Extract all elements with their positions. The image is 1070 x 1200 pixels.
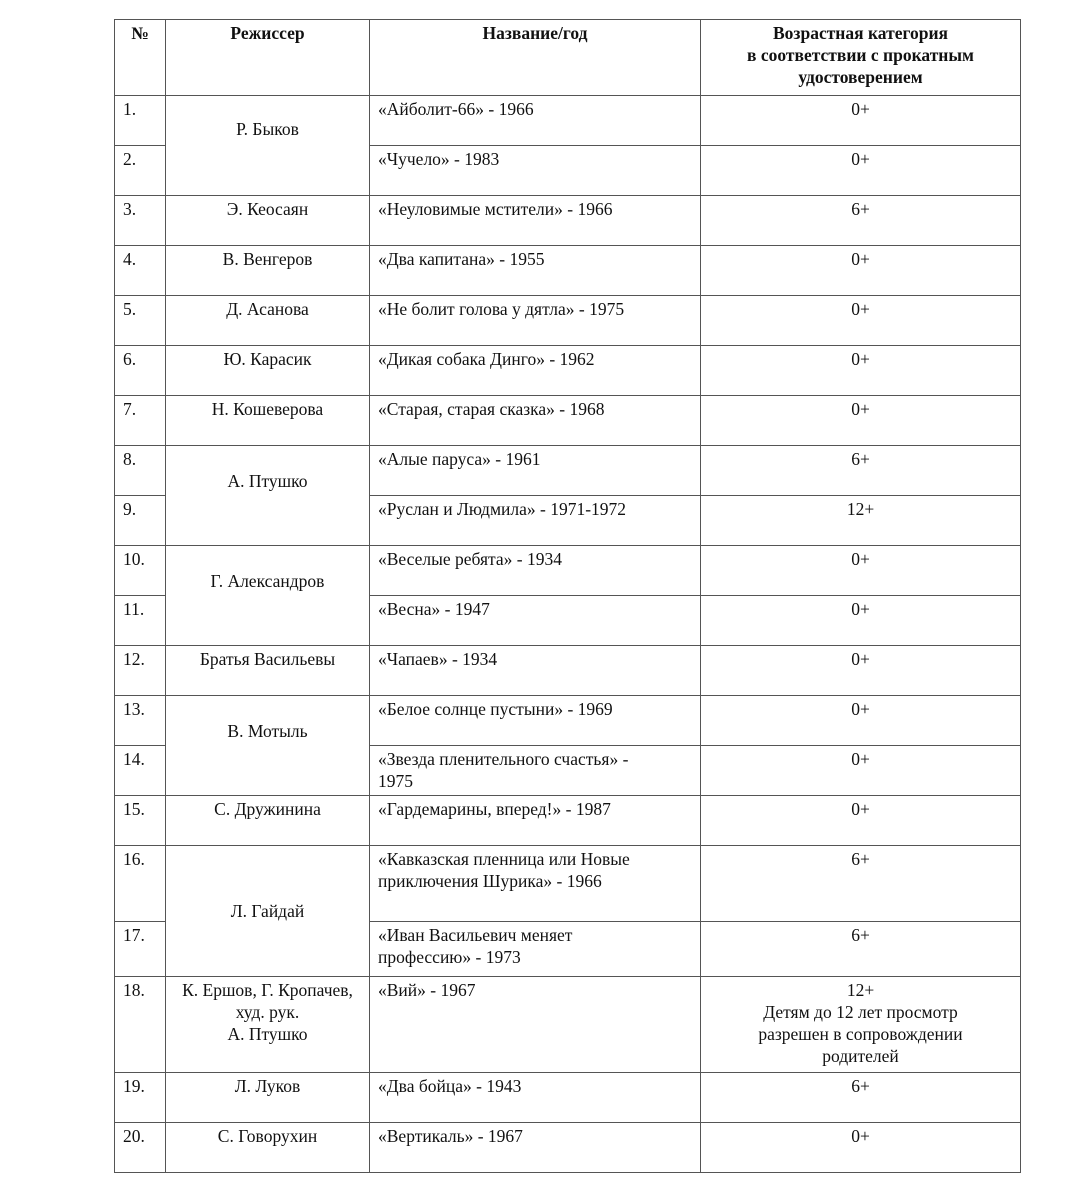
row-director <box>166 446 370 546</box>
row-title: «Дикая собака Динго» - 1962 <box>370 346 701 396</box>
row-director: С. Говорухин <box>166 1123 370 1173</box>
row-num: 6. <box>115 346 166 396</box>
row-director: Ю. Карасик <box>166 346 370 396</box>
age-line: 12+ <box>846 980 875 1000</box>
row-director <box>166 546 370 646</box>
row-num: 14. <box>115 746 166 796</box>
title-line: приключения Шурика» - 1966 <box>378 871 602 891</box>
row-num: 15. <box>115 796 166 846</box>
title-line: «Кавказская пленница или Новые <box>378 849 630 869</box>
title-line: «Иван Васильевич меняет <box>378 925 573 945</box>
row-director: Н. Кошеверова <box>166 396 370 446</box>
header-age <box>701 20 1021 96</box>
age-line: разрешен в сопровождении <box>758 1024 963 1044</box>
row-title: «Неуловимые мстители» - 1966 <box>370 196 701 246</box>
row-age: 6+ <box>701 196 1021 246</box>
row-director: Д. Асанова <box>166 296 370 346</box>
row-title: «Руслан и Людмила» - 1971-1972 <box>370 496 701 546</box>
row-title: «Веселые ребята» - 1934 <box>370 546 701 596</box>
row-num: 9. <box>115 496 166 546</box>
row-age: 6+ <box>701 922 1021 977</box>
row-num: 1. <box>115 96 166 146</box>
row-age: 12+ <box>701 496 1021 546</box>
director-name: Р. Быков <box>236 119 299 139</box>
table-row <box>115 196 1021 246</box>
row-title: «Чапаев» - 1934 <box>370 646 701 696</box>
table-row <box>115 446 1021 496</box>
table-row <box>115 1073 1021 1123</box>
row-age: 6+ <box>701 446 1021 496</box>
table-row <box>115 546 1021 596</box>
row-num: 12. <box>115 646 166 696</box>
row-num: 5. <box>115 296 166 346</box>
row-title: «Белое солнце пустыни» - 1969 <box>370 696 701 746</box>
table-row <box>115 396 1021 446</box>
director-name: Г. Александров <box>210 571 325 591</box>
age-line: родителей <box>822 1046 899 1066</box>
header-row <box>115 20 1021 96</box>
row-age: 0+ <box>701 796 1021 846</box>
row-title: «Вий» - 1967 <box>370 977 701 1073</box>
table-row <box>115 846 1021 922</box>
table-row <box>115 1123 1021 1173</box>
row-num: 20. <box>115 1123 166 1173</box>
row-age: 0+ <box>701 546 1021 596</box>
row-num: 8. <box>115 446 166 496</box>
row-num: 18. <box>115 977 166 1073</box>
row-director: С. Дружинина <box>166 796 370 846</box>
row-age: 0+ <box>701 246 1021 296</box>
row-age: 0+ <box>701 296 1021 346</box>
row-title: «Весна» - 1947 <box>370 596 701 646</box>
row-age: 0+ <box>701 396 1021 446</box>
row-num: 10. <box>115 546 166 596</box>
row-title: «Два бойца» - 1943 <box>370 1073 701 1123</box>
row-title: «Чучело» - 1983 <box>370 146 701 196</box>
header-num: № <box>115 20 166 96</box>
table-row <box>115 696 1021 746</box>
row-age <box>701 977 1021 1073</box>
header-director: Режиссер <box>166 20 370 96</box>
row-title <box>370 746 701 796</box>
title-line: 1975 <box>378 771 413 791</box>
header-title: Название/год <box>370 20 701 96</box>
table-row <box>115 796 1021 846</box>
row-title <box>370 846 701 922</box>
table-row <box>115 346 1021 396</box>
row-director: Л. Луков <box>166 1073 370 1123</box>
row-title: «Гардемарины, вперед!» - 1987 <box>370 796 701 846</box>
row-num: 13. <box>115 696 166 746</box>
row-director: Л. Гайдай <box>166 846 370 977</box>
row-age: 6+ <box>701 846 1021 922</box>
row-title: «Два капитана» - 1955 <box>370 246 701 296</box>
row-num: 16. <box>115 846 166 922</box>
row-title <box>370 922 701 977</box>
row-num: 17. <box>115 922 166 977</box>
row-title: «Вертикаль» - 1967 <box>370 1123 701 1173</box>
title-line: «Звезда пленительного счастья» - <box>378 749 629 769</box>
row-director <box>166 96 370 196</box>
row-director: Братья Васильевы <box>166 646 370 696</box>
header-age-line: Возрастная категория <box>773 23 948 43</box>
row-director <box>166 977 370 1073</box>
director-name: В. Мотыль <box>227 721 308 741</box>
row-title: «Алые паруса» - 1961 <box>370 446 701 496</box>
table-row <box>115 977 1021 1073</box>
table-row <box>115 646 1021 696</box>
row-num: 2. <box>115 146 166 196</box>
row-title: «Старая, старая сказка» - 1968 <box>370 396 701 446</box>
title-line: профессию» - 1973 <box>378 947 521 967</box>
row-num: 7. <box>115 396 166 446</box>
row-age: 6+ <box>701 1073 1021 1123</box>
director-line: К. Ершов, Г. Кропачев, <box>182 980 353 1000</box>
row-age: 0+ <box>701 746 1021 796</box>
row-num: 19. <box>115 1073 166 1123</box>
row-age: 0+ <box>701 146 1021 196</box>
row-num: 3. <box>115 196 166 246</box>
header-age-line: удостоверением <box>798 67 923 87</box>
row-age: 0+ <box>701 1123 1021 1173</box>
row-director: В. Венгеров <box>166 246 370 296</box>
row-age: 0+ <box>701 596 1021 646</box>
director-line: худ. рук. <box>235 1002 300 1022</box>
row-age: 0+ <box>701 646 1021 696</box>
row-age: 0+ <box>701 696 1021 746</box>
row-num: 11. <box>115 596 166 646</box>
row-director <box>166 696 370 796</box>
header-age-line: в соответствии с прокатным <box>747 45 974 65</box>
director-name: А. Птушко <box>227 471 308 491</box>
director-line: А. Птушко <box>227 1024 308 1044</box>
row-num: 4. <box>115 246 166 296</box>
row-director: Э. Кеосаян <box>166 196 370 246</box>
films-table <box>114 19 1021 1173</box>
row-age: 0+ <box>701 346 1021 396</box>
table-row <box>115 96 1021 146</box>
age-line: Детям до 12 лет просмотр <box>763 1002 958 1022</box>
row-age: 0+ <box>701 96 1021 146</box>
row-title: «Не болит голова у дятла» - 1975 <box>370 296 701 346</box>
row-title: «Айболит-66» - 1966 <box>370 96 701 146</box>
table-row <box>115 246 1021 296</box>
table-row <box>115 296 1021 346</box>
